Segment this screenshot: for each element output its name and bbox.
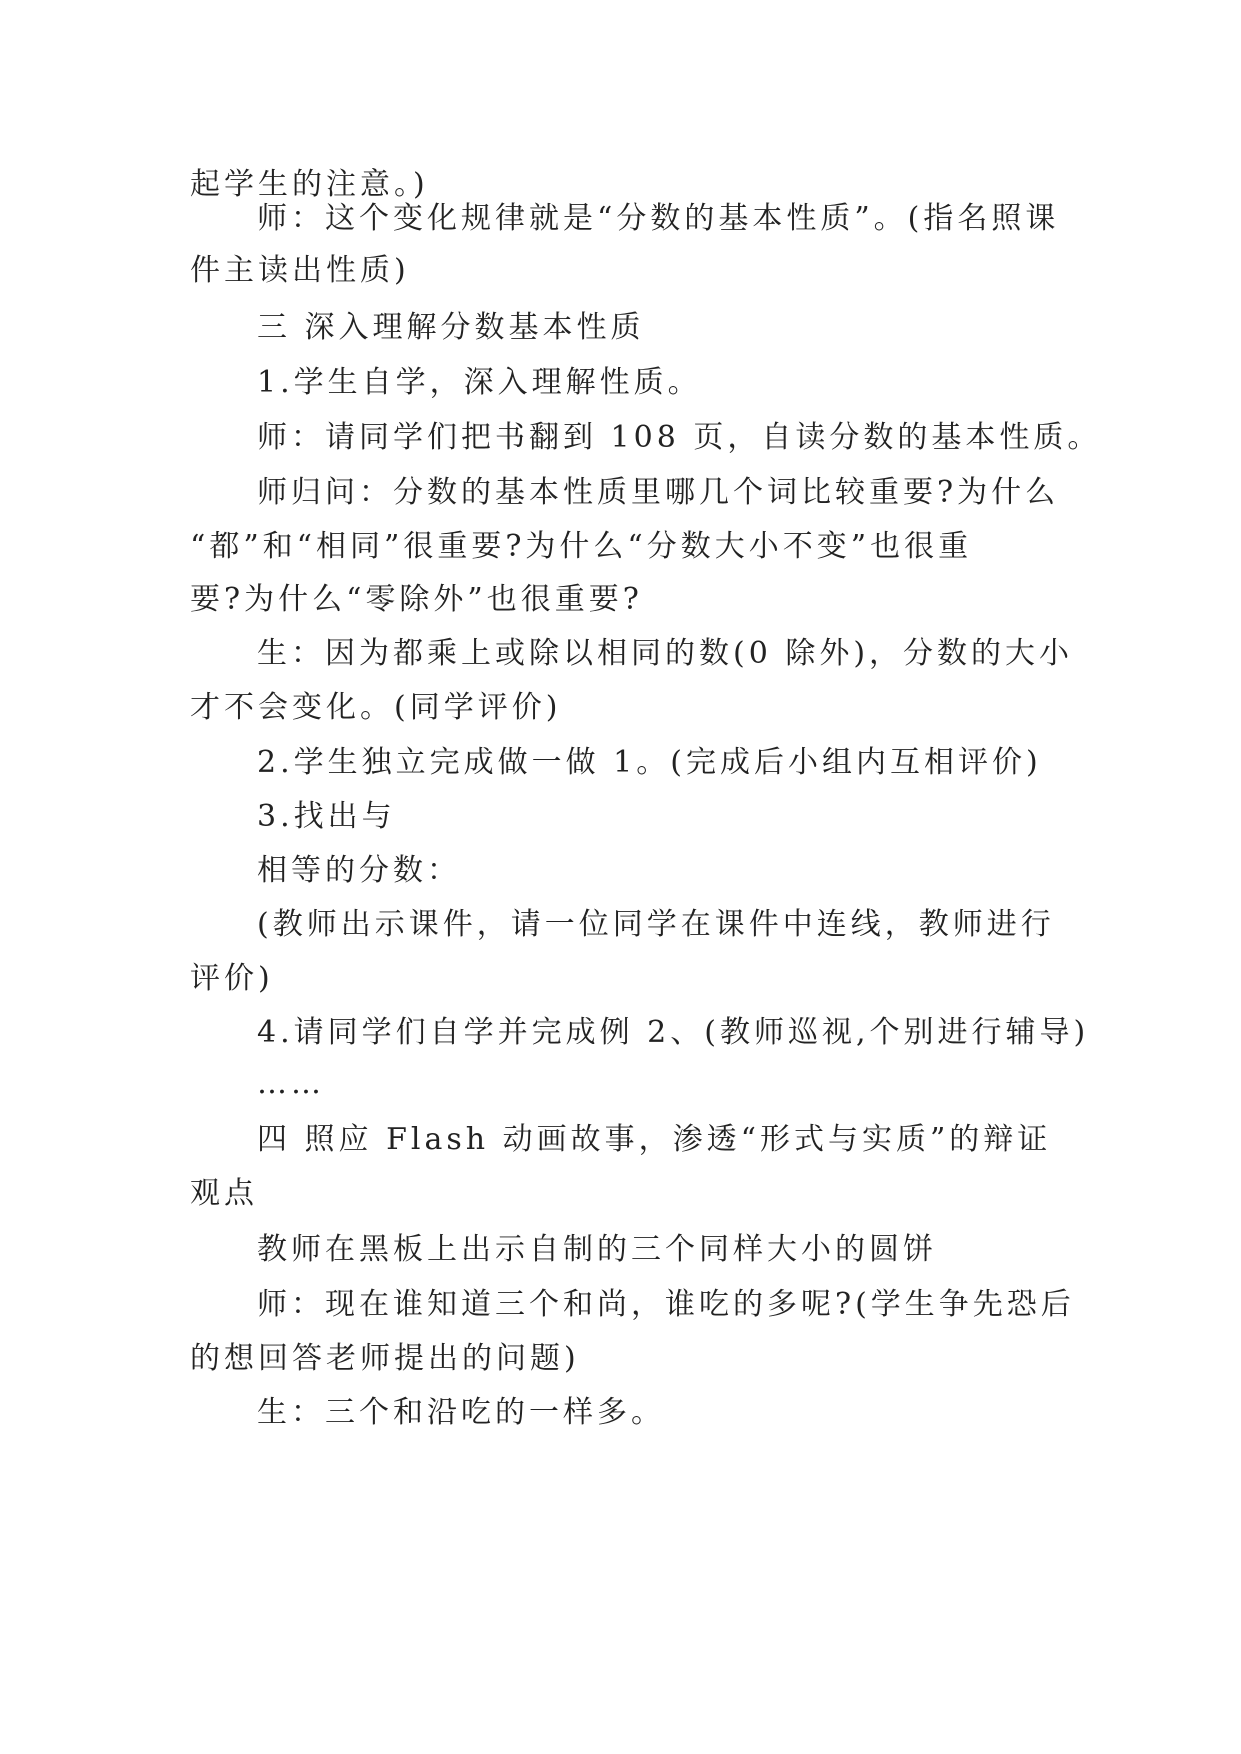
text-line: 师：现在谁知道三个和尚，谁吃的多呢?(学生争先恐后	[257, 1287, 1075, 1322]
text-line: 评价)	[190, 961, 274, 996]
text-line: 教师在黑板上出示自制的三个同样大小的圆饼	[257, 1232, 937, 1267]
text-line: 师：这个变化规律就是“分数的基本性质”。(指名照课	[257, 201, 1060, 236]
text-line: 生：三个和沿吃的一样多。	[257, 1395, 665, 1430]
text-line: 观点	[190, 1176, 258, 1211]
text-line: “都”和“相同”很重要?为什么“分数大小不变”也很重	[190, 529, 973, 564]
section-heading: 三 深入理解分数基本性质	[257, 310, 645, 345]
text-line: ……	[257, 1066, 325, 1101]
text-line: 生：因为都乘上或除以相同的数(0 除外)，分数的大小	[257, 636, 1074, 671]
text-line: 师归问：分数的基本性质里哪几个词比较重要?为什么	[257, 475, 1060, 510]
text-line: 才不会变化。(同学评价)	[190, 690, 562, 725]
text-line: 件主读出性质)	[190, 253, 410, 288]
text-line: 起学生的注意。)	[190, 167, 429, 202]
text-line: (教师出示课件，请一位同学在课件中连线，教师进行	[257, 907, 1055, 942]
text-line: 的想回答老师提出的问题)	[190, 1341, 580, 1376]
text-line: 4.请同学们自学并完成例 2、(教师巡视,个别进行辅导)	[257, 1015, 1090, 1050]
section-heading: 四 照应 Flash 动画故事，渗透“形式与实质”的辩证	[257, 1122, 1052, 1157]
text-line: 1.学生自学，深入理解性质。	[257, 365, 702, 400]
text-line: 3.找出与	[257, 799, 396, 834]
text-line: 2.学生独立完成做一做 1。(完成后小组内互相评价)	[257, 745, 1042, 780]
text-line: 相等的分数：	[257, 853, 461, 888]
text-line: 师：请同学们把书翻到 108 页，自读分数的基本性质。	[257, 420, 1102, 455]
text-line: 要?为什么“零除外”也很重要?	[190, 582, 643, 617]
